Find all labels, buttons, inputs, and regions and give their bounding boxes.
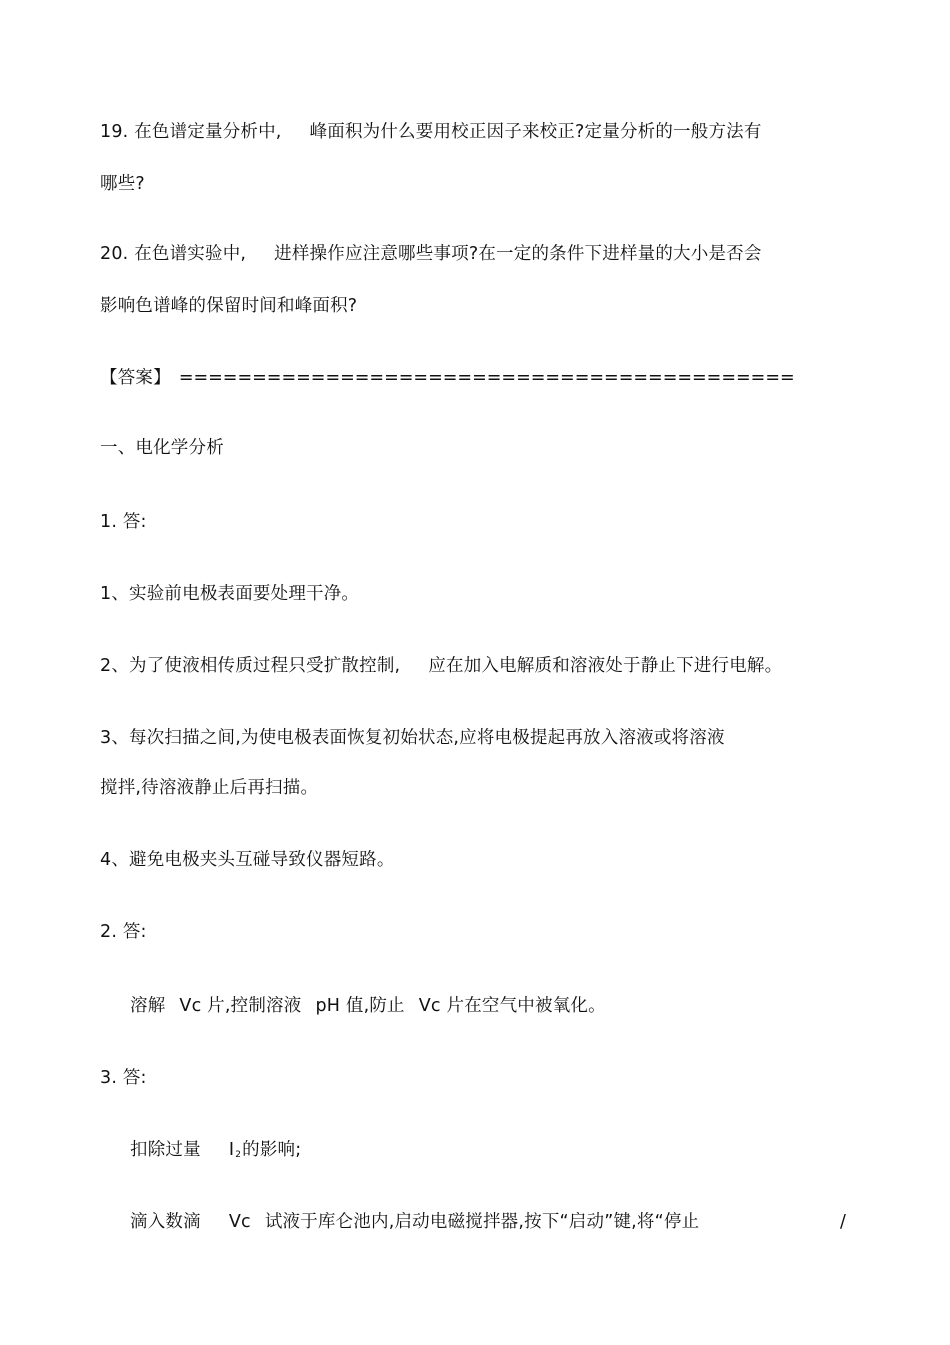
answer-2-part-d: Vc 片在空气中被氧化。 xyxy=(418,996,606,1016)
answer-3-line-1 xyxy=(130,1138,301,1167)
question-20-part-b: 进样操作应注意哪些事项?在一定的条件下进样量的大小是否会 xyxy=(274,244,762,264)
iodine-symbol: I xyxy=(228,1140,235,1160)
answer-3-line-1-part-a: 扣除过量 xyxy=(130,1140,201,1160)
answer-1-item-1: 1、实验前电极表面要处理干净。 xyxy=(100,584,360,604)
answer-3-line-2-part-b: Vc xyxy=(228,1212,251,1232)
answer-label: 【答案】 xyxy=(100,368,171,388)
question-19-part-b: 峰面积为什么要用校正因子来校正?定量分析的一般方法有 xyxy=(309,122,762,142)
question-19-line-2: 哪些? xyxy=(100,174,145,194)
answer-3-line-2-slash: / xyxy=(840,1212,846,1232)
question-20-part-a: 20. 在色谱实验中, xyxy=(100,244,247,264)
question-19-line-1 xyxy=(100,120,762,144)
answer-divider: ========================================== xyxy=(178,368,795,388)
section-title: 一、电化学分析 xyxy=(100,438,224,458)
answer-2-text xyxy=(130,994,606,1018)
answer-1-item-3-line-2: 搅拌,待溶液静止后再扫描。 xyxy=(100,778,319,798)
answer-1-label: 1. 答: xyxy=(100,512,147,532)
question-20-line-1 xyxy=(100,242,762,266)
answer-3-line-2 xyxy=(130,1210,699,1234)
question-19-part-a: 19. 在色谱定量分析中, xyxy=(100,122,282,142)
answer-2-part-b: Vc 片,控制溶液 xyxy=(179,996,302,1016)
answer-2-part-c: pH 值,防止 xyxy=(315,996,405,1016)
answer-3-line-2-part-a: 滴入数滴 xyxy=(130,1212,201,1232)
answer-2-label: 2. 答: xyxy=(100,922,147,942)
answer-1-item-3-line-1: 3、每次扫描之间,为使电极表面恢复初始状态,应将电极提起再放入溶液或将溶液 xyxy=(100,728,725,748)
answer-header xyxy=(100,366,795,390)
answer-3-line-1-part-b: 的影响; xyxy=(242,1140,302,1160)
answer-2-part-a: 溶解 xyxy=(130,996,166,1016)
answer-1-item-2-part-a: 2、为了使液相传质过程只受扩散控制, xyxy=(100,656,401,676)
answer-3-line-2-part-c: 试液于库仑池内,启动电磁搅拌器,按下“启动”键,将“停止 xyxy=(264,1212,700,1232)
iodine-subscript: 2 xyxy=(235,1150,242,1160)
answer-1-item-2-part-b: 应在加入电解质和溶液处于静止下进行电解。 xyxy=(428,656,783,676)
answer-1-item-4: 4、避免电极夹头互碰导致仪器短路。 xyxy=(100,850,395,870)
answer-3-label: 3. 答: xyxy=(100,1068,147,1088)
answer-1-item-2 xyxy=(100,654,782,678)
question-20-line-2: 影响色谱峰的保留时间和峰面积? xyxy=(100,296,358,316)
